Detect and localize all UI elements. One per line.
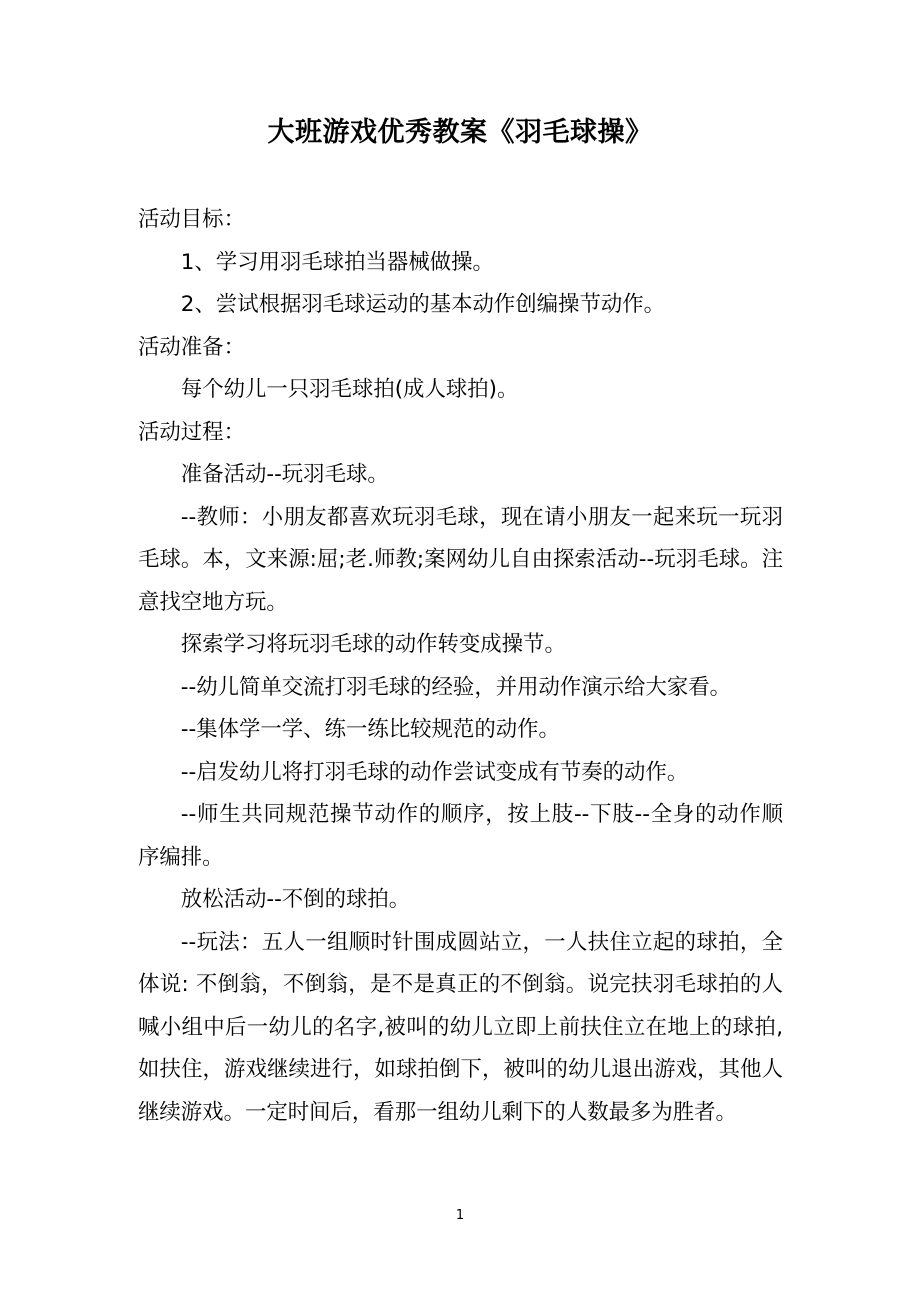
paragraph: --集体学一学、练一练比较规范的动作。 xyxy=(180,717,560,742)
page-number: 1 xyxy=(455,1208,465,1223)
paragraph: --幼儿简单交流打羽毛球的经验，并用动作演示给大家看。 xyxy=(180,674,732,700)
paragraph: 活动准备： xyxy=(138,334,245,360)
paragraph: 活动过程： xyxy=(138,419,245,445)
paragraph: 1、学习用羽毛球拍当器械做操。 xyxy=(180,249,494,275)
paragraph: --玩法：五人一组顺时针围成圆站立，一人扶住立起的球拍，全体说: 不倒翁，不倒翁，是不是真正的不倒翁。说完扶羽毛球拍的人喊小组中后一幼儿的名字,被叫的幼儿立即上前扶住立在地上的球拍,如扶住，游戏继续进行，如球拍倒下，被叫的幼儿退出游戏，其他人继续游戏。一定时间后，看那一组幼儿剩下的人数最多为胜者。 xyxy=(138,929,783,1125)
document-body xyxy=(138,199,783,1134)
document-title: 大班游戏优秀教案《羽毛球操》 xyxy=(267,117,653,148)
paragraph: 每个幼儿一只羽毛球拍(成人球拍)。 xyxy=(180,377,519,402)
paragraph: 放松活动--不倒的球拍。 xyxy=(180,887,411,912)
paragraph: 2、尝试根据羽毛球运动的基本动作创编操节动作。 xyxy=(180,292,666,317)
paragraph: --教师：小朋友都喜欢玩羽毛球，现在请小朋友一起来玩一玩羽毛球。本，文来源:屈;老.师教;案网幼儿自由探索活动--玩羽毛球。注意找空地方玩。 xyxy=(138,504,783,615)
paragraph: 探索学习将玩羽毛球的动作转变成操节。 xyxy=(180,632,566,657)
paragraph: 准备活动--玩羽毛球。 xyxy=(180,462,389,487)
paragraph: 活动目标： xyxy=(138,207,245,232)
paragraph: --启发幼儿将打羽毛球的动作尝试变成有节奏的动作。 xyxy=(180,759,689,785)
paragraph: --师生共同规范操节动作的顺序，按上肢--下肢--全身的动作顺序编排。 xyxy=(138,802,783,870)
